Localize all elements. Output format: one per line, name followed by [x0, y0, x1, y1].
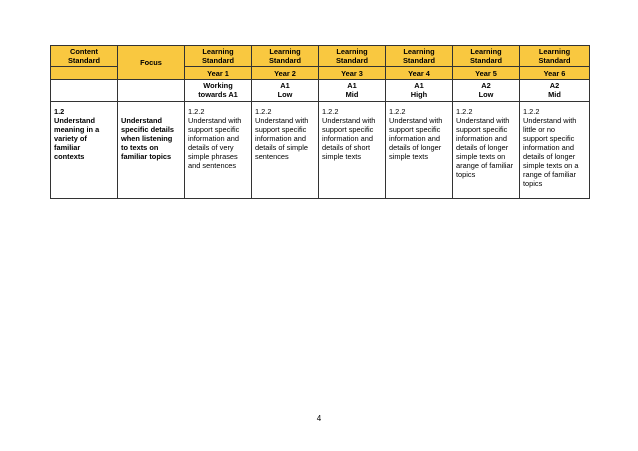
learning-standard-cell: 1.2.2 Understand with support specific information and details of very simple phrases and sentences [185, 102, 252, 199]
learning-standard-cell: 1.2.2 Understand with support specific information and details of longer simple texts on arange of familiar topics [453, 102, 520, 199]
learning-standard-header: Learning Standard [185, 46, 252, 67]
focus-header: Focus [118, 46, 185, 80]
level-cell: A2 Mid [520, 80, 590, 102]
learning-standard-cell: 1.2.2 Understand with support specific information and details of longer simple texts [386, 102, 453, 199]
year-cell: Year 1 [185, 67, 252, 80]
learning-standard-header: Learning Standard [520, 46, 590, 67]
year-cell: Year 5 [453, 67, 520, 80]
learning-standard-header: Learning Standard [453, 46, 520, 67]
learning-standard-header: Learning Standard [386, 46, 453, 67]
year-cell: Year 3 [319, 67, 386, 80]
empty-cell [51, 67, 118, 80]
learning-standard-cell: 1.2.2 Understand with support specific information and details of simple sentences [252, 102, 319, 199]
year-cell: Year 4 [386, 67, 453, 80]
level-cell: A1 Mid [319, 80, 386, 102]
learning-standard-cell: 1.2.2 Understand with support specific information and details of short simple texts [319, 102, 386, 199]
page-number: 4 [316, 414, 322, 423]
empty-cell [118, 80, 185, 102]
level-cell: A1 High [386, 80, 453, 102]
year-cell: Year 6 [520, 67, 590, 80]
content-row [51, 102, 590, 199]
learning-standard-cell: 1.2.2 Understand with little or no support specific information and details of longer simple texts on a range of familiar topics [520, 102, 590, 199]
level-cell: Working towards A1 [185, 80, 252, 102]
level-cell: A1 Low [252, 80, 319, 102]
focus-cell: Understand specific details when listening to texts on familiar topics [118, 102, 185, 199]
empty-cell [51, 80, 118, 102]
content-standard-header: Content Standard [51, 46, 118, 67]
level-cell: A2 Low [453, 80, 520, 102]
content-standard-cell: 1.2 Understand meaning in a variety of familiar contexts [51, 102, 118, 199]
learning-standard-header: Learning Standard [252, 46, 319, 67]
level-row [51, 80, 590, 102]
header-row [51, 46, 590, 67]
year-cell: Year 2 [252, 67, 319, 80]
learning-standard-header: Learning Standard [319, 46, 386, 67]
curriculum-table [50, 45, 590, 199]
